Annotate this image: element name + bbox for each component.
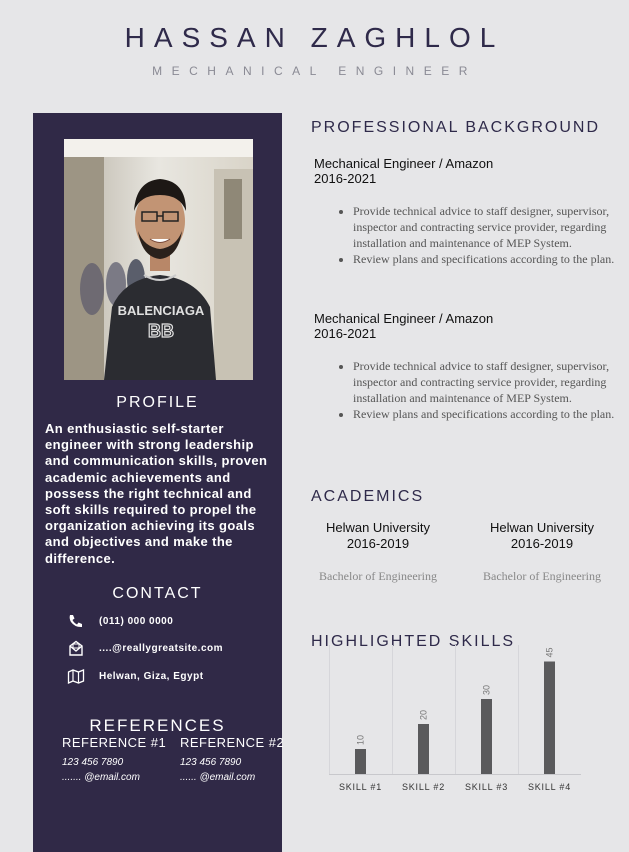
chart-bar [544,662,555,775]
job-years: 2016-2021 [314,326,377,341]
svg-text:BALENCIAGA: BALENCIAGA [117,303,205,318]
job-bullet: • Provide technical advice to staff designer, supervisor, inspector and contracting service provider, regarding installation and maintenance of MEP System. [353,358,626,406]
job-bullets [353,203,626,267]
address-text: Helwan, Giza, Egypt [99,670,204,682]
job-role: Mechanical Engineer / Amazon [314,156,494,171]
chart-data-label: 20 [418,709,429,720]
job-bullet: • Review plans and specifications according to the plan. [353,406,626,422]
degree: Bachelor of Engineering [483,569,601,583]
reference-2 [180,735,290,785]
chart-data-label: 30 [481,684,492,695]
chart-tick-label: SKILL #1 [338,782,383,792]
job-years: 2016-2021 [314,171,377,186]
chart-bar [418,724,429,774]
profile-heading: PROFILE [116,394,199,411]
chart-tick-label: SKILL #3 [464,782,509,792]
academic-entry [472,520,612,584]
chart-tick-label: SKILL #2 [401,782,446,792]
university-name: Helwan University [489,520,595,535]
degree: Bachelor of Engineering [319,569,437,583]
university-name: Helwan University [325,520,431,535]
reference-email: ....... @email.com [62,771,140,783]
map-icon [67,668,85,684]
skills-heading: HIGHLIGHTED SKILLS [311,633,516,650]
profile-photo [64,139,253,380]
contact-address [67,668,204,684]
reference-title: REFERENCE #2 [180,735,285,750]
reference-1 [62,735,172,785]
job-title: MECHANICAL ENGINEER [152,64,477,78]
academic-entry [308,520,448,584]
email-text: ....@reallygreatsite.com [99,642,224,654]
contact-phone [67,613,173,629]
phone-text: (011) 000 0000 [99,615,174,627]
chart-bar [355,749,366,774]
job-bullet: • Provide technical advice to staff designer, supervisor, inspector and contracting service provider, regarding installation and maintenance of MEP System. [353,203,626,251]
academic-years: 2016-2019 [346,536,410,551]
job-bullets [353,358,626,422]
email-icon [67,640,85,656]
chart-data-label: 10 [355,734,366,745]
reference-title: REFERENCE #1 [62,735,167,750]
job-entry [314,156,626,267]
academic-years: 2016-2019 [510,536,574,551]
sidebar [33,113,285,852]
chart-data-label: 45 [544,647,555,658]
reference-phone: 123 456 7890 [62,756,124,768]
job-role: Mechanical Engineer / Amazon [314,311,494,326]
academics-heading: ACADEMICS [311,488,425,505]
reference-email: ...... @email.com [180,771,256,783]
phone-icon [67,613,85,629]
reference-phone: 123 456 7890 [180,756,242,768]
job-bullet: • Review plans and specifications according to the plan. [353,251,626,267]
references-heading: REFERENCES [89,716,226,735]
svg-text:BB: BB [148,321,174,341]
contact-email [67,640,223,656]
skills-chart [329,645,581,795]
contact-heading: CONTACT [112,585,203,602]
background-heading: PROFESSIONAL BACKGROUND [311,119,601,136]
chart-bar [481,699,492,774]
job-entry [314,311,626,422]
profile-text: An enthusiastic self-starter engineer with strong leadership and communication skills, proven academic achievements and possess the right technical and soft skills required to propel the organization achieving its goals and objectives and make the difference. [45,421,268,566]
name-heading: HASSAN ZAGHLOL [124,22,505,53]
chart-tick-label: SKILL #4 [527,782,572,792]
